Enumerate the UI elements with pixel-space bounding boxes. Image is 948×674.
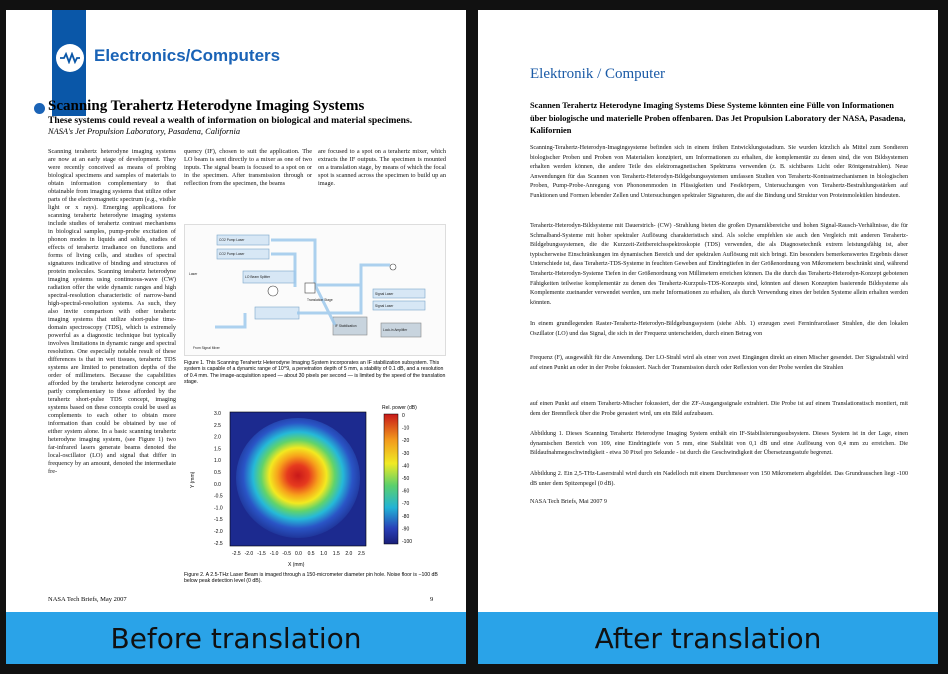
colorbar-tick-label: -30 bbox=[402, 450, 410, 457]
translated-paragraph-5: auf einen Punkt auf einem Terahertz-Mischer fokussiert, der die ZF-Ausgangssignale extrahiert. Die Probe ist auf einem Translationstisch montiert, mit dem der Brennfleck über die Probe gerastert wird, um ein Bild aufzubauen. bbox=[530, 401, 908, 417]
y-tick-label: 1.0 bbox=[214, 458, 221, 465]
figure-2-caption: Figure 2. A 2.5-THz Laser Beam is imaged through a 150-micrometer diameter pin hole. Noise floor is −100 dB below peak detection level (0 dB). bbox=[184, 572, 438, 585]
y-tick-label: -1.0 bbox=[214, 505, 223, 512]
svg-text:Laser: Laser bbox=[189, 272, 198, 276]
translated-page-panel bbox=[478, 10, 938, 664]
svg-text:Signal Laser: Signal Laser bbox=[375, 304, 394, 308]
translated-paragraph-3: In einem grundlegenden Raster-Terahertz-Heterodyn-Bildgebungssystem (siehe Abb. 1) erzeugen zwei Ferninfrarotlaser Strahlen, die den lokalen Oszillator (LO) und das Signal, die sich in der Frequenz unterscheiden, durch einen Betrag von bbox=[530, 321, 908, 337]
x-tick-label: -1.0 bbox=[269, 551, 279, 557]
article-column-1: Scanning terahertz heterodyne imaging systems are now at an early stage of development. They were recently conceived as means of probing biological specimens and samples of materials to obtain information complementary to that obtainable from imaging systems that utilize other parts of the electromagnetic spectrum (e.g., visible light or x rays). Emerging applications for scanning terahertz heterodyne imaging systems include studies of terahertz contrast mechanisms in biological samples, pump-probe excitation of phonon modes in liquids and solids, studies of effects of terahertz irradiance on functions and forms of living cells, and studies of spectral signatures indicative of binding and structures of protein molecules. Scanning terahertz heterodyne imaging systems using continuous-wave (CW) radiation offer the wide dynamic ranges and high spectral-resolution characteristic of narrow-band high-spectral-resolution systems. As such, they also invite comparison with other terahertz imaging systems that utilize short-pulse time-domain spectroscopy (TDS), which is extremely powerful as a diagnostic technique but typically involves limitations in dynamic range and spectral resolution. One especially notable result of these differences is that in wet tissues, terahertz TDS systems are limited to penetration depths of the order of millimeters. Because the capabilities afforded by the terahertz heterodyne concept are partly complementary to those afforded by the terahertz short-pulse TDS concept, imaging systems based on these concepts could be used as complements to each other to obtain more information than could be obtained by use of either system alone. In a basic scanning terahertz heterodyne imaging system, (see Figure 1) two far-infrared lasers generate beams denoted the local-oscillator (LO) and signal that differ in frequency by an amount, denoted the intermediate fre- bbox=[48, 148, 176, 475]
y-axis-label: Y (mm) bbox=[190, 471, 196, 488]
after-translation-label: After translation bbox=[478, 612, 938, 664]
y-tick-label: -2.0 bbox=[214, 529, 223, 535]
figure-1-diagram bbox=[184, 224, 446, 356]
translated-figure-2-caption: Abbildung 2. Ein 2,5-THz-Laserstrahl wird durch ein Nadelloch mit einem Durchmesser von 150 Mikrometern abgebildet. Das Grundrauschen liegt -100 dB unter dem Spitzenpegel (0 dB). bbox=[530, 471, 908, 487]
translated-paragraph-2: Terahertz-Heterodyn-Bildsysteme mit Dauerstrich- (CW) -Strahlung bieten die großen Dynamikbereiche und hohen Signal-Rausch-Verhältnisse, die für Schmalband-Systeme mit hoher spektraler Auflösung charakteristisch sind. Als solche empfehlen sie auch den Vergleich mit anderen Terahertz-Bildgebungssystemen, die die Kurzzeit-Zeitbereichsspektroskopie (TDS) verwenden, die als Diagnosetechnik extrem leistungsfähig ist, aber typischerweise Einschränkungen im dynamischen Bereich und der spektralen Auflösung mit sich bringt. Ein besonders bemerkenswertes Ergebnis dieser Unterschiede ist, dass Terahertz-TDS-Systeme in feuchten Geweben auf Eindringtiefen in der Größenordnung von Mikrometern beschränkt sind, während Terahertz-Heterodyn-Systeme Tiefen in der Größenordnung von Millimetern erreichen können. Da die durch das Terahertz-Heterodyn-Konzept gebotenen Fähigkeiten teilweise komplementär zu denen des Terahertz-Kurzpuls-TDS-Konzepts sind, könnten auf diesen Konzepten basierende Bildsysteme als Komplemente zueinander verwendet werden, um mehr Informationen zu erhalten, als durch Verwendung eines der beiden Systeme allein erhalten werden könnten. bbox=[530, 223, 908, 306]
x-tick-label: 2.5 bbox=[358, 551, 365, 557]
colorbar-tick-label: -10 bbox=[402, 425, 410, 432]
svg-text:IF Stabilization: IF Stabilization bbox=[335, 324, 357, 328]
article-column-2: quency (IF), chosen to suit the application. The LO beam is sent directly to a mixer as one of two inputs. The signal beam is focused to a spot on or in the specimen. After transmission through or reflection from the specimen, the beams bbox=[184, 148, 312, 187]
colorbar-label: Rel. power (dB) bbox=[382, 405, 417, 411]
figure-2-heatmap bbox=[184, 400, 446, 570]
article-source: NASA's Jet Propulsion Laboratory, Pasadena, California bbox=[48, 127, 241, 136]
y-tick-label: 0.0 bbox=[214, 481, 221, 488]
colorbar-tick-label: -50 bbox=[402, 476, 410, 482]
footer-page-number: 9 bbox=[430, 596, 434, 603]
y-tick-label: -0.5 bbox=[214, 493, 223, 500]
colorbar-tick-label: -60 bbox=[402, 488, 410, 495]
x-axis-label: X (mm) bbox=[288, 562, 305, 568]
x-tick-label: -1.5 bbox=[257, 551, 266, 557]
x-tick-label: 0.0 bbox=[295, 551, 302, 557]
colorbar-tick-label: -70 bbox=[402, 501, 410, 508]
colorbar-tick-label: -20 bbox=[402, 438, 410, 445]
section-title: Electronics/Computers bbox=[94, 46, 281, 65]
translated-subtitle: Scannen Terahertz Heterodyne Imaging Systems Diese Systeme könnten eine Fülle von Informationen über biologische und materielle Proben offenbaren. Das Jet Propulsion Laboratory der NASA, Pasadena, Kalifornien bbox=[530, 101, 906, 135]
x-tick-label: -2.0 bbox=[244, 551, 254, 557]
wave-logo-icon bbox=[56, 44, 84, 72]
colorbar-tick-label: -90 bbox=[402, 526, 410, 533]
x-tick-label: 1.5 bbox=[332, 551, 340, 557]
translated-footer: NASA Tech Briefs, Mai 2007 9 bbox=[530, 499, 607, 505]
colorbar-tick-label: 0 bbox=[402, 413, 405, 419]
y-tick-label: 0.5 bbox=[214, 470, 221, 476]
translated-figure-1-caption: Abbildung 1. Dieses Scanning Terahertz Heterodyne Imaging System enthält ein IF-Stabilisierungssubsystem. Dieses System ist in der Lage, einen dynamischen Bereich von 109, eine Eindringtiefe von 5 mm, eine Stabilität von 0,1 dB und eine Auflösung von 0,4 mm zu erreichen. Die Bildaufnahmegeschwindigkeit - etwa 30 Pixel pro Sekunde - ist durch die Geschwindigkeit der Übersetzungsstufe begrenzt. bbox=[530, 431, 908, 457]
y-tick-label: 2.0 bbox=[214, 434, 221, 441]
svg-text:Signal Laser: Signal Laser bbox=[375, 292, 394, 296]
x-tick-label: 1.0 bbox=[320, 551, 328, 557]
y-tick-label: -1.5 bbox=[214, 517, 223, 524]
colorbar-tick-label: -100 bbox=[402, 539, 413, 545]
article-bullet-icon bbox=[34, 103, 45, 114]
svg-text:Translation Stage: Translation Stage bbox=[307, 298, 333, 302]
y-tick-label: -2.5 bbox=[214, 540, 223, 547]
x-tick-label: 2.0 bbox=[345, 551, 353, 557]
article-column-3: are focused to a spot on a terahertz mixer, which extracts the IF outputs. The specimen is mounted on a translation stage, by means of which the focal spot is scanned across the specimen to build up an image. bbox=[318, 148, 446, 187]
svg-text:CO2 Pump Laser: CO2 Pump Laser bbox=[219, 238, 245, 242]
translated-paragraph-1: Scanning-Terahertz-Heterodyn-Imagingsysteme befinden sich in einem frühen Entwicklungsstadium. Sie wurden kürzlich als Mittel zum Sondieren biologischer Proben und Proben von Materialien konzipiert, um Informationen zu erhalten, die komplementär zu denen sind, die von Bildsystemen erhalten werden können, die andere Teile des elektromagnetischen Spektrums verwenden (z. B. sichtbares Licht oder Röntgenstrahlen). Neue Anwendungen für das Scannen von Terahertz-Heterodyn-Bildgebungssystemen umfassen Studien von Terahertz-Kontrastmechanismen in biologischen Proben, Pump-Probe-Anregung von Phononenmoden in Flüssigkeiten und Festkörpern, Untersuchungen von Terahertz-Bestrahlungsstärken auf Funktionen und Formen lebender Zellen und Untersuchungen spektraler Signaturen, die auf die Bindung und Struktur von Proteinmolekülen hindeuten. bbox=[530, 145, 908, 199]
x-tick-label: -0.5 bbox=[282, 551, 292, 557]
original-page-panel bbox=[6, 10, 466, 664]
y-tick-label: 2.5 bbox=[214, 422, 221, 429]
x-tick-label: -2.5 bbox=[232, 551, 241, 557]
svg-text:From Signal Mixer: From Signal Mixer bbox=[193, 346, 220, 350]
colorbar-tick-label: -40 bbox=[402, 463, 410, 470]
y-tick-label: 3.0 bbox=[214, 411, 221, 417]
translated-paragraph-4: Frequenz (F), ausgewählt für die Anwendung. Der LO-Strahl wird als einer von zwei Eingängen direkt an einen Mischer gesendet. Der Signalstrahl wird auf einen Punkt an oder in der Probe fokussiert. Nach der Transmission durch oder Reflexion von der Probe werden die Strahlen bbox=[530, 355, 908, 371]
footer-publication: NASA Tech Briefs, May 2007 bbox=[48, 596, 127, 603]
y-tick-label: 1.5 bbox=[214, 446, 221, 453]
article-subtitle: These systems could reveal a wealth of information on biological and material specimens. bbox=[48, 115, 413, 126]
figure-1-caption: Figure 1. This Scanning Terahertz Heterodyne Imaging System incorporates an IF stabilization subsystem. This system is capable of a dynamic range of 10^9, a penetration depth of 5 mm, a stability of 0.1 dB, and a resolution of 0.4 mm. The image-acquisition speed — about 30 pixels per second — is limited by the speed of the translation stage. bbox=[184, 360, 446, 386]
article-title: Scanning Terahertz Heterodyne Imaging Systems bbox=[48, 98, 365, 114]
svg-text:CO2 Pump Laser: CO2 Pump Laser bbox=[219, 252, 245, 256]
translated-section-title: Elektronik / Computer bbox=[530, 66, 665, 82]
svg-text:Lock-in Amplifier: Lock-in Amplifier bbox=[383, 328, 408, 332]
svg-text:LO Beam Splitter: LO Beam Splitter bbox=[245, 275, 271, 279]
before-translation-label: Before translation bbox=[6, 612, 466, 664]
x-tick-label: 0.5 bbox=[307, 551, 315, 557]
colorbar-tick-label: -80 bbox=[402, 513, 410, 520]
